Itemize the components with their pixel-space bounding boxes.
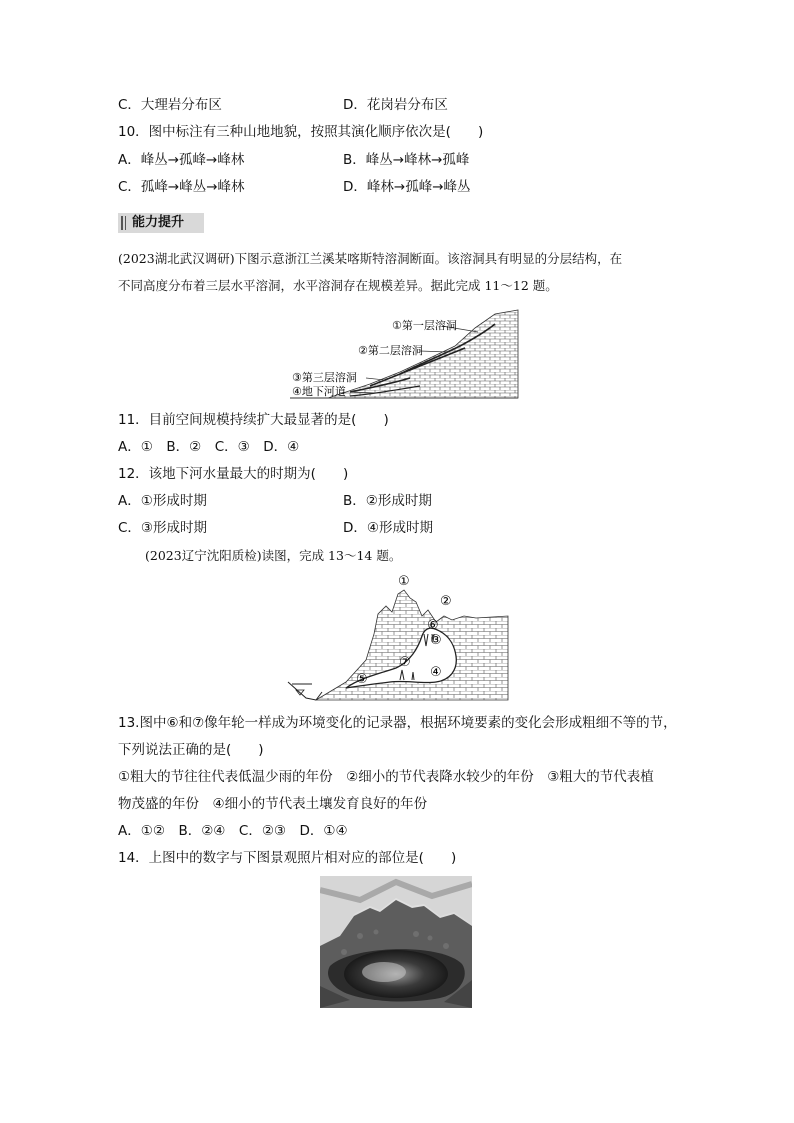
karst-cave-section-figure bbox=[280, 306, 520, 402]
sinkhole-landscape-photo bbox=[320, 876, 472, 1008]
q9-option-c: C．大理岩分布区 bbox=[118, 97, 222, 113]
q12-option-c: C．③形成时期 bbox=[118, 520, 208, 536]
figure1-label-1: ①第一层溶洞 bbox=[392, 319, 457, 332]
q12-option-b: B．②形成时期 bbox=[343, 493, 432, 509]
q14-stem: 14．上图中的数字与下图景观照片相对应的部位是( ) bbox=[118, 850, 457, 866]
q10-option-d: D．峰林→孤峰→峰丛 bbox=[343, 179, 471, 195]
material2-line1: (2023辽宁沈阳质检)读图，完成 13～14 题。 bbox=[145, 548, 402, 563]
section-heading bbox=[118, 213, 204, 233]
q13-stem-line2: 下列说法正确的是( ) bbox=[118, 742, 264, 758]
q10-stem: 10．图中标注有三种山地地貌，按照其演化顺序依次是( ) bbox=[118, 124, 484, 140]
figure2-number-1: ① bbox=[398, 574, 410, 589]
figure2-number-3: ③ bbox=[430, 633, 442, 648]
figure1-label-2: ②第二层溶洞 bbox=[358, 344, 423, 357]
q13-stem-line1: 13.图中⑥和⑦像年轮一样成为环境变化的记录器，根据环境要素的变化会形成粗细不等的节， bbox=[118, 715, 677, 731]
q11-options: A．① B．② C．③ D．④ bbox=[118, 439, 300, 455]
q10-option-c: C．孤峰→峰丛→峰林 bbox=[118, 179, 245, 195]
q10-option-b: B．峰丛→峰林→孤峰 bbox=[343, 152, 470, 168]
q12-stem: 12．该地下河水量最大的时期为( ) bbox=[118, 466, 349, 482]
figure2-number-6: ⑥ bbox=[427, 618, 439, 633]
q12-option-d: D．④形成时期 bbox=[343, 520, 433, 536]
figure1-label-4: ④地下河道 bbox=[292, 385, 346, 398]
river-valley bbox=[288, 682, 322, 700]
figure2-number-7: ⑦ bbox=[399, 655, 411, 670]
q9-option-d: D．花岗岩分布区 bbox=[343, 97, 448, 113]
figure2-number-5: ⑤ bbox=[356, 672, 368, 687]
section-title: 能力提升 bbox=[132, 215, 185, 230]
figure1-label-3: ③第三层溶洞 bbox=[292, 371, 357, 384]
q12-option-a: A．①形成时期 bbox=[118, 493, 207, 509]
material1-line1: (2023湖北武汉调研)下图示意浙江兰溪某喀斯特溶洞断面。该溶洞具有明显的分层结构，在 bbox=[118, 251, 623, 266]
q11-stem: 11．目前空间规模持续扩大最显著的是( ) bbox=[118, 412, 389, 428]
figure2-number-2: ② bbox=[440, 594, 452, 609]
figure2-number-4: ④ bbox=[430, 665, 442, 680]
q13-items-line1: ①粗大的节往往代表低温少雨的年份 ②细小的节代表降水较少的年份 ③粗大的节代表植 bbox=[118, 769, 654, 785]
q13-items-line2: 物茂盛的年份 ④细小的节代表土壤发育良好的年份 bbox=[118, 796, 428, 812]
limestone-plateau bbox=[316, 590, 508, 700]
q10-option-a: A．峰丛→孤峰→峰林 bbox=[118, 152, 245, 168]
karst-cave-figure bbox=[286, 572, 510, 706]
q13-options: A．①② B．②④ C．②③ D．①④ bbox=[118, 823, 348, 839]
material1-line2: 不同高度分布着三层水平溶洞，水平溶洞存在规模差异。据此完成 11～12 题。 bbox=[118, 278, 558, 293]
